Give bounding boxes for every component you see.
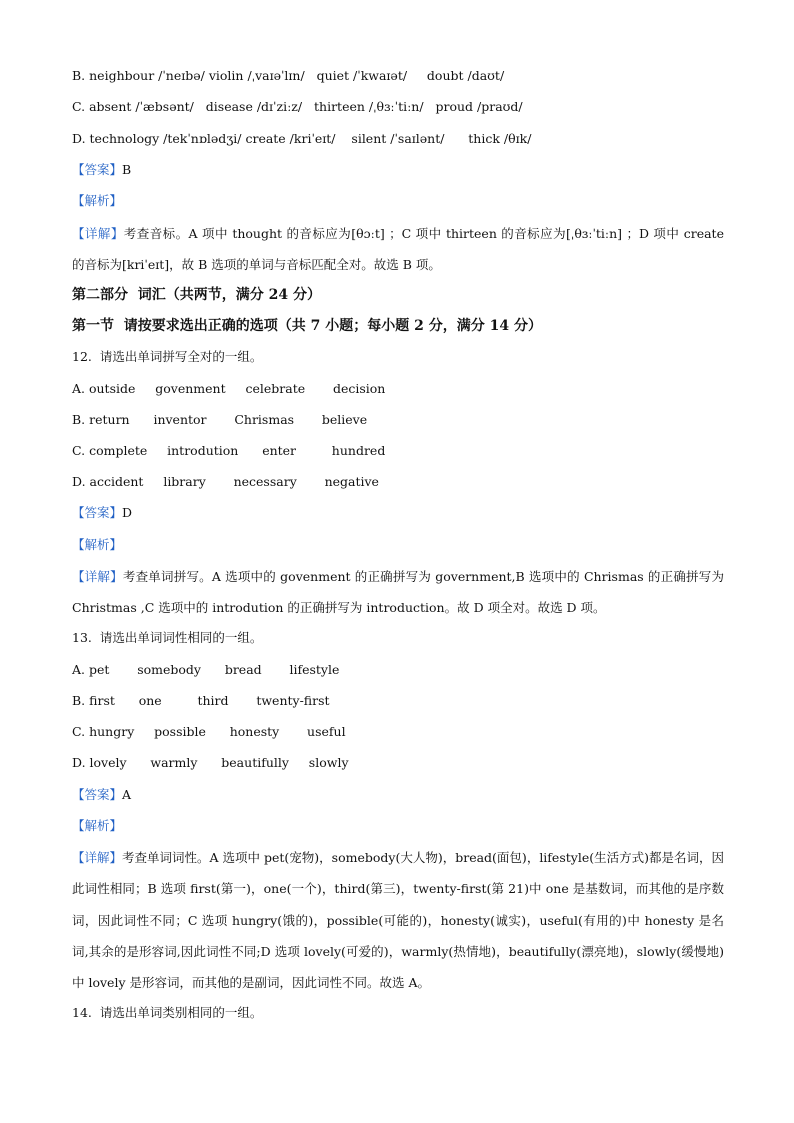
detail-text: 考查音标。A 项中 thought 的音标应为[θɔːt] ；C 项中 thirteen 的音标应为[ˌθɜːˈtiːn] ；D 项中 create 的音标为[kriˈeɪt]，故 B 选项的单词与音标匹配全对。故选 B 项。	[72, 226, 724, 273]
answer-tag: 【答案】	[72, 787, 123, 802]
answer-tag: 【答案】	[72, 162, 123, 177]
q13-option-b: B. first one third twenty-first	[72, 693, 330, 708]
answer-value: D	[122, 505, 133, 520]
q13-analysis-tag: 【解析】	[72, 818, 123, 833]
q11-analysis-tag: 【解析】	[72, 193, 123, 208]
q13-stem: 13. 请选出单词词性相同的一组。	[72, 630, 263, 645]
q13-option-a: A. pet somebody bread lifestyle	[72, 662, 340, 677]
detail-text: 考查单词词性。A 选项中 pet(宠物)，somebody(大人物)，bread(面包)，lifestyle(生活方式)都是名词，因此词性相同；B 选项 first(第一)，one(一个)，third(第三)，twenty-first(第 21)中 one 是基数词，而其他的是序数词，因此词性不同；C 选项 hungry(饿的)，possible(可能的)，honesty(诚实)，useful(有用的)中 honesty 是名词,其余的是形容词,因此词性不同;D 选项 lovely(可爱的)，warmly(热情地)，beautifully(漂亮地)，slowly(缓慢地)中 lovely 是形容词，而其他的是副词，因此词性不同。故选 A。	[72, 850, 724, 991]
q12-analysis-tag: 【解析】	[72, 537, 123, 552]
q11-option-b: B. neighbour /ˈneɪbə/ violin /ˌvaɪəˈlɪn/ quiet /ˈkwaɪət/ doubt /daʊt/	[72, 68, 505, 83]
detail-tag: 【详解】	[72, 850, 123, 865]
q13-answer	[72, 786, 131, 804]
q13-option-c: C. hungry possible honesty useful	[72, 724, 346, 739]
answer-value: A	[122, 787, 132, 802]
q11-answer	[72, 161, 131, 179]
detail-text: 考查单词拼写。A 选项中的 govenment 的正确拼写为 government,B 选项中的 Chrismas 的正确拼写为 Christmas ,C 选项中的 introdution 的正确拼写为 introduction。故 D 项全对。故选 D 项。	[72, 569, 724, 616]
q12-answer	[72, 504, 132, 522]
section-2-subtitle: 第一节 请按要求选出正确的选项（共 7 小题；每小题 2 分，满分 14 分）	[72, 318, 542, 334]
q12-detail	[72, 561, 724, 624]
q13-option-d: D. lovely warmly beautifully slowly	[72, 755, 349, 770]
q12-option-b: B. return inventor Chrismas believe	[72, 412, 368, 427]
q12-option-c: C. complete introdution enter hundred	[72, 443, 386, 458]
q12-option-a: A. outside govenment celebrate decision	[72, 381, 386, 396]
q14-stem: 14. 请选出单词类别相同的一组。	[72, 1005, 263, 1020]
section-2-title: 第二部分 词汇（共两节，满分 24 分）	[72, 287, 321, 303]
q12-option-d: D. accident library necessary negative	[72, 474, 379, 489]
detail-tag: 【详解】	[72, 226, 124, 241]
q12-stem: 12. 请选出单词拼写全对的一组。	[72, 349, 263, 364]
q11-detail	[72, 218, 724, 281]
q11-option-c: C. absent /ˈæbsənt/ disease /dɪˈziːz/ thirteen /ˌθɜːˈtiːn/ proud /praʊd/	[72, 99, 523, 114]
answer-tag: 【答案】	[72, 505, 123, 520]
q13-detail	[72, 842, 724, 998]
q11-option-d: D. technology /tekˈnɒlədʒi/ create /kriˈeɪt/ silent /ˈsaɪlənt/ thick /θɪk/	[72, 131, 532, 146]
detail-tag: 【详解】	[72, 569, 123, 584]
answer-value: B	[122, 162, 132, 177]
